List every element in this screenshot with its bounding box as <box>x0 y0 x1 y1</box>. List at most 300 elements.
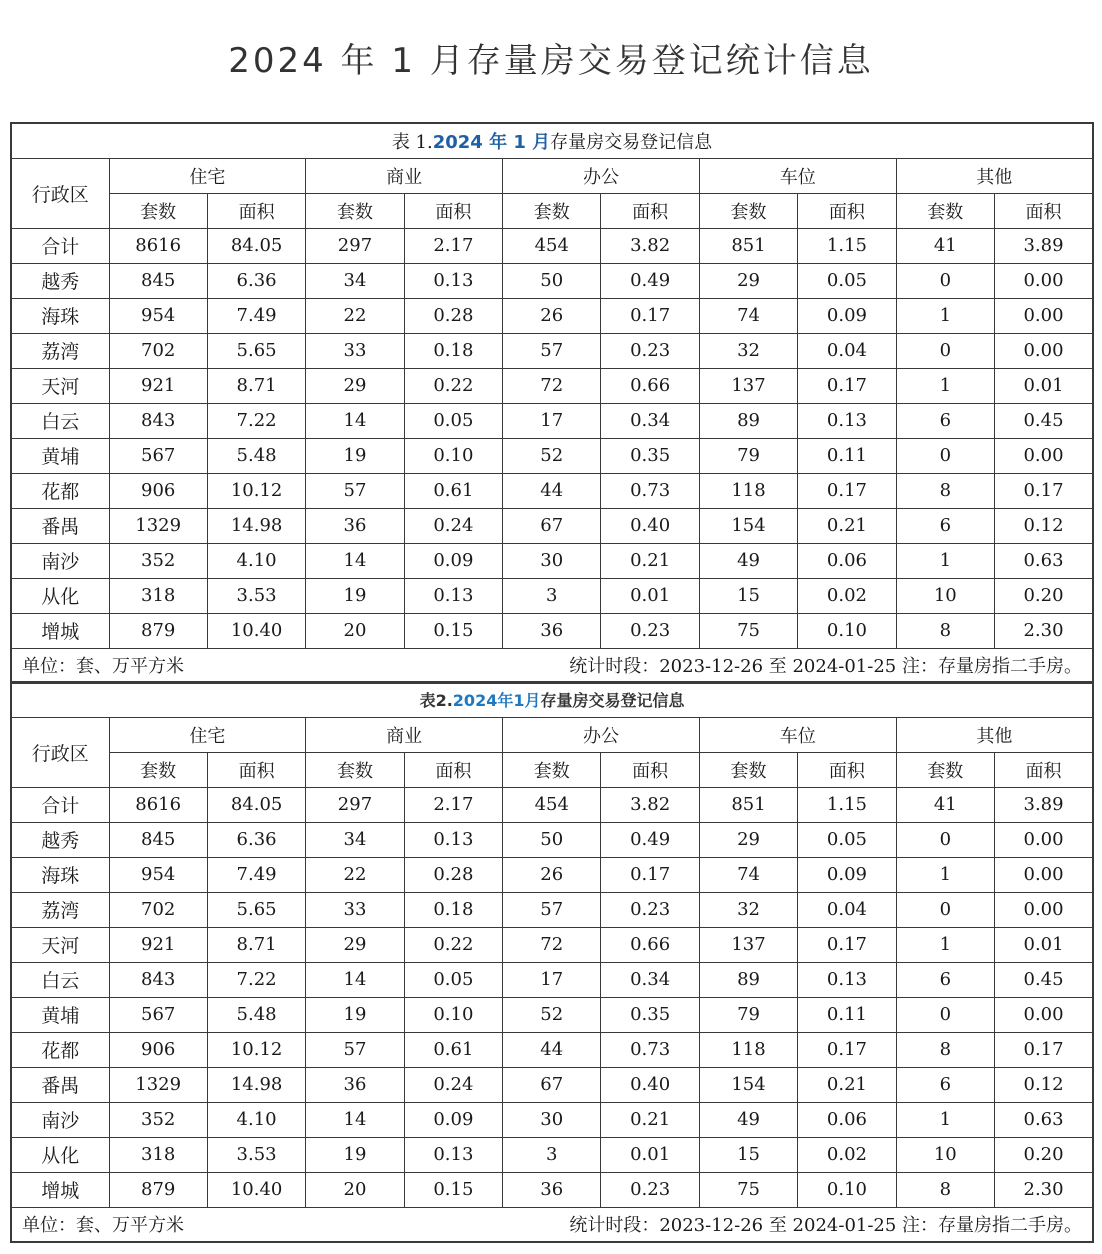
caption-prefix: 表2. <box>419 691 453 711</box>
count-cell: 8616 <box>109 787 207 822</box>
table-row <box>11 333 1093 368</box>
area-cell: 0.00 <box>995 892 1094 927</box>
count-cell: 15 <box>699 578 797 613</box>
count-cell: 14 <box>306 403 404 438</box>
area-header: 面积 <box>798 752 896 787</box>
count-cell: 72 <box>503 368 601 403</box>
count-cell: 0 <box>896 438 994 473</box>
count-cell: 57 <box>503 333 601 368</box>
area-cell: 84.05 <box>207 228 305 263</box>
area-cell: 0.21 <box>798 1067 896 1102</box>
area-cell: 5.65 <box>207 892 305 927</box>
area-header: 面积 <box>601 193 699 228</box>
area-cell: 0.17 <box>995 473 1093 508</box>
count-cell: 1 <box>896 543 994 578</box>
district-name: 天河 <box>11 368 109 403</box>
group-header: 办公 <box>503 717 700 752</box>
count-cell: 14 <box>306 1102 404 1137</box>
count-cell: 72 <box>503 927 601 962</box>
district-name: 海珠 <box>11 857 109 892</box>
area-cell: 0.17 <box>995 1032 1094 1067</box>
table-row <box>11 228 1093 263</box>
district-name: 黄埔 <box>11 997 109 1032</box>
count-cell: 318 <box>109 578 207 613</box>
table-row <box>11 822 1093 857</box>
count-cell: 19 <box>306 438 404 473</box>
district-name: 合计 <box>11 228 109 263</box>
area-cell: 0.40 <box>601 508 699 543</box>
area-cell: 2.30 <box>995 1172 1094 1207</box>
area-cell: 3.89 <box>995 787 1094 822</box>
area-cell: 3.89 <box>995 228 1093 263</box>
table-row <box>11 473 1093 508</box>
area-cell: 0.09 <box>798 857 896 892</box>
area-cell: 0.40 <box>601 1067 699 1102</box>
area-cell: 0.20 <box>995 1137 1094 1172</box>
table-row <box>11 438 1093 473</box>
area-cell: 0.35 <box>601 997 699 1032</box>
area-cell: 5.65 <box>207 333 305 368</box>
area-cell: 10.12 <box>207 1032 305 1067</box>
count-cell: 26 <box>503 857 601 892</box>
area-cell: 10.40 <box>207 613 305 648</box>
area-header: 面积 <box>601 752 699 787</box>
count-cell: 0 <box>896 333 994 368</box>
area-cell: 0.66 <box>601 368 699 403</box>
area-cell: 0.35 <box>601 438 699 473</box>
table-row <box>11 543 1093 578</box>
count-cell: 67 <box>503 1067 601 1102</box>
count-cell: 20 <box>306 1172 404 1207</box>
area-cell: 7.22 <box>207 403 305 438</box>
district-name: 从化 <box>11 1137 109 1172</box>
area-cell: 0.23 <box>601 1172 699 1207</box>
count-cell: 352 <box>109 543 207 578</box>
area-cell: 3.53 <box>207 1137 305 1172</box>
area-cell: 0.22 <box>404 368 502 403</box>
table-row <box>11 997 1093 1032</box>
area-cell: 0.09 <box>404 543 502 578</box>
area-cell: 0.34 <box>601 962 699 997</box>
count-cell: 79 <box>699 438 797 473</box>
area-cell: 0.66 <box>601 927 699 962</box>
area-cell: 0.06 <box>798 1102 896 1137</box>
count-cell: 0 <box>896 997 994 1032</box>
count-header: 套数 <box>896 752 994 787</box>
district-name: 增城 <box>11 613 109 648</box>
area-cell: 0.10 <box>404 997 502 1032</box>
area-cell: 0.49 <box>601 263 699 298</box>
area-cell: 0.23 <box>601 333 699 368</box>
count-cell: 843 <box>109 962 207 997</box>
district-name: 番禺 <box>11 508 109 543</box>
area-cell: 0.24 <box>404 1067 502 1102</box>
count-cell: 32 <box>699 892 797 927</box>
count-cell: 49 <box>699 543 797 578</box>
area-header: 面积 <box>798 193 896 228</box>
count-cell: 19 <box>306 1137 404 1172</box>
area-cell: 6.36 <box>207 822 305 857</box>
area-cell: 0.06 <box>798 543 896 578</box>
count-cell: 30 <box>503 1102 601 1137</box>
period-note: 统计时段：2023-12-26 至 2024-01-25 注：存量房指二手房。 <box>569 656 1082 678</box>
count-cell: 845 <box>109 822 207 857</box>
count-cell: 36 <box>503 613 601 648</box>
area-cell: 0.17 <box>798 473 896 508</box>
area-cell: 0.01 <box>995 927 1094 962</box>
district-name: 荔湾 <box>11 333 109 368</box>
count-cell: 851 <box>699 228 797 263</box>
count-cell: 50 <box>503 822 601 857</box>
count-cell: 22 <box>306 298 404 333</box>
area-cell: 0.17 <box>601 298 699 333</box>
area-cell: 1.15 <box>798 228 896 263</box>
count-cell: 79 <box>699 997 797 1032</box>
area-cell: 0.45 <box>995 962 1094 997</box>
district-name: 黄埔 <box>11 438 109 473</box>
area-cell: 0.10 <box>798 613 896 648</box>
area-cell: 0.00 <box>995 857 1094 892</box>
area-header: 面积 <box>404 193 502 228</box>
count-cell: 26 <box>503 298 601 333</box>
count-cell: 44 <box>503 473 601 508</box>
area-cell: 0.00 <box>995 822 1094 857</box>
count-header: 套数 <box>503 193 601 228</box>
district-name: 花都 <box>11 473 109 508</box>
count-cell: 34 <box>306 263 404 298</box>
count-cell: 0 <box>896 263 994 298</box>
count-cell: 1 <box>896 857 994 892</box>
table-row <box>11 263 1093 298</box>
district-name: 番禺 <box>11 1067 109 1102</box>
area-cell: 0.05 <box>404 962 502 997</box>
area-cell: 0.05 <box>798 263 896 298</box>
table-row <box>11 1032 1093 1067</box>
area-cell: 0.09 <box>404 1102 502 1137</box>
count-cell: 19 <box>306 578 404 613</box>
table-row <box>11 892 1093 927</box>
area-cell: 0.01 <box>601 1137 699 1172</box>
caption-prefix: 表 1. <box>391 131 433 153</box>
district-name: 白云 <box>11 962 109 997</box>
period-note: 统计时段：2023-12-26 至 2024-01-25 注：存量房指二手房。 <box>569 1215 1083 1237</box>
count-cell: 17 <box>503 962 601 997</box>
area-cell: 0.10 <box>404 438 502 473</box>
count-cell: 8 <box>896 613 994 648</box>
count-cell: 74 <box>699 857 797 892</box>
count-cell: 297 <box>306 228 404 263</box>
area-cell: 0.17 <box>798 368 896 403</box>
count-header: 套数 <box>503 752 601 787</box>
area-cell: 7.49 <box>207 298 305 333</box>
area-cell: 0.01 <box>995 368 1093 403</box>
count-cell: 137 <box>699 927 797 962</box>
count-cell: 34 <box>306 822 404 857</box>
table-row <box>11 1102 1093 1137</box>
area-cell: 0.00 <box>995 438 1093 473</box>
area-cell: 0.09 <box>798 298 896 333</box>
area-cell: 3.53 <box>207 578 305 613</box>
area-cell: 0.63 <box>995 543 1093 578</box>
area-cell: 0.00 <box>995 333 1093 368</box>
count-cell: 10 <box>896 1137 994 1172</box>
area-cell: 0.02 <box>798 578 896 613</box>
count-cell: 702 <box>109 892 207 927</box>
area-cell: 7.22 <box>207 962 305 997</box>
page-title: 2024 年 1 月存量房交易登记统计信息 <box>228 40 874 81</box>
district-name: 越秀 <box>11 263 109 298</box>
area-cell: 0.13 <box>404 822 502 857</box>
area-cell: 0.00 <box>995 263 1093 298</box>
count-cell: 118 <box>699 473 797 508</box>
count-cell: 8616 <box>109 228 207 263</box>
area-cell: 0.61 <box>404 1032 502 1067</box>
count-cell: 75 <box>699 613 797 648</box>
district-name: 南沙 <box>11 1102 109 1137</box>
table-row <box>11 857 1093 892</box>
count-cell: 318 <box>109 1137 207 1172</box>
count-cell: 57 <box>306 1032 404 1067</box>
count-cell: 879 <box>109 613 207 648</box>
table-row <box>11 298 1093 333</box>
area-cell: 0.21 <box>798 508 896 543</box>
area-cell: 0.18 <box>404 892 502 927</box>
count-cell: 906 <box>109 473 207 508</box>
area-cell: 0.73 <box>601 473 699 508</box>
area-cell: 0.11 <box>798 438 896 473</box>
area-cell: 84.05 <box>207 787 305 822</box>
table-row <box>11 1137 1093 1172</box>
area-cell: 1.15 <box>798 787 896 822</box>
table-note <box>11 1207 1093 1242</box>
area-cell: 0.00 <box>995 298 1093 333</box>
count-cell: 843 <box>109 403 207 438</box>
table-row <box>11 613 1093 648</box>
count-cell: 6 <box>896 962 994 997</box>
area-cell: 0.05 <box>404 403 502 438</box>
count-cell: 14 <box>306 543 404 578</box>
count-header: 套数 <box>109 193 207 228</box>
stats-table-1 <box>10 122 1094 684</box>
count-cell: 0 <box>896 892 994 927</box>
count-cell: 15 <box>699 1137 797 1172</box>
count-cell: 954 <box>109 857 207 892</box>
count-header: 套数 <box>306 752 404 787</box>
count-cell: 52 <box>503 438 601 473</box>
count-cell: 8 <box>896 1172 994 1207</box>
count-cell: 8 <box>896 473 994 508</box>
group-header: 住宅 <box>109 717 306 752</box>
count-cell: 33 <box>306 892 404 927</box>
count-cell: 906 <box>109 1032 207 1067</box>
count-cell: 118 <box>699 1032 797 1067</box>
area-cell: 0.28 <box>404 857 502 892</box>
area-cell: 0.17 <box>798 927 896 962</box>
table-row <box>11 368 1093 403</box>
count-cell: 352 <box>109 1102 207 1137</box>
area-cell: 0.13 <box>404 263 502 298</box>
area-cell: 0.11 <box>798 997 896 1032</box>
count-cell: 1 <box>896 927 994 962</box>
area-cell: 14.98 <box>207 1067 305 1102</box>
count-cell: 845 <box>109 263 207 298</box>
area-header: 面积 <box>207 193 305 228</box>
area-cell: 0.04 <box>798 333 896 368</box>
district-header: 行政区 <box>11 717 109 787</box>
area-cell: 0.21 <box>601 1102 699 1137</box>
count-cell: 89 <box>699 962 797 997</box>
count-cell: 67 <box>503 508 601 543</box>
district-name: 天河 <box>11 927 109 962</box>
group-header: 商业 <box>306 717 503 752</box>
area-cell: 0.04 <box>798 892 896 927</box>
count-cell: 50 <box>503 263 601 298</box>
count-cell: 10 <box>896 578 994 613</box>
count-cell: 41 <box>896 787 994 822</box>
count-cell: 851 <box>699 787 797 822</box>
count-cell: 1 <box>896 368 994 403</box>
count-cell: 454 <box>503 787 601 822</box>
district-name: 从化 <box>11 578 109 613</box>
area-cell: 4.10 <box>207 543 305 578</box>
count-cell: 1 <box>896 298 994 333</box>
count-cell: 41 <box>896 228 994 263</box>
count-cell: 921 <box>109 927 207 962</box>
district-name: 南沙 <box>11 543 109 578</box>
area-cell: 0.12 <box>995 508 1093 543</box>
area-cell: 0.49 <box>601 822 699 857</box>
area-header: 面积 <box>404 752 502 787</box>
area-header: 面积 <box>207 752 305 787</box>
count-header: 套数 <box>109 752 207 787</box>
count-cell: 74 <box>699 298 797 333</box>
group-header: 其他 <box>896 717 1093 752</box>
area-cell: 10.12 <box>207 473 305 508</box>
table-row <box>11 1067 1093 1102</box>
count-cell: 36 <box>306 1067 404 1102</box>
group-header: 商业 <box>306 158 503 193</box>
count-cell: 44 <box>503 1032 601 1067</box>
table-row <box>11 927 1093 962</box>
area-cell: 0.13 <box>404 578 502 613</box>
table-row <box>11 403 1093 438</box>
area-cell: 3.82 <box>601 228 699 263</box>
area-cell: 2.30 <box>995 613 1093 648</box>
count-cell: 6 <box>896 508 994 543</box>
table-row <box>11 1172 1093 1207</box>
area-header: 面积 <box>995 193 1093 228</box>
count-cell: 22 <box>306 857 404 892</box>
unit-note: 单位：套、万平方米 <box>22 1215 184 1237</box>
group-header: 住宅 <box>109 158 306 193</box>
table-caption <box>11 682 1093 717</box>
area-cell: 3.82 <box>601 787 699 822</box>
area-cell: 0.63 <box>995 1102 1094 1137</box>
unit-note: 单位：套、万平方米 <box>22 656 184 678</box>
count-cell: 32 <box>699 333 797 368</box>
area-cell: 0.12 <box>995 1067 1094 1102</box>
area-cell: 0.34 <box>601 403 699 438</box>
district-name: 增城 <box>11 1172 109 1207</box>
area-cell: 5.48 <box>207 997 305 1032</box>
count-cell: 137 <box>699 368 797 403</box>
area-cell: 0.61 <box>404 473 502 508</box>
count-cell: 29 <box>699 822 797 857</box>
count-cell: 3 <box>503 578 601 613</box>
count-header: 套数 <box>699 193 797 228</box>
area-cell: 0.22 <box>404 927 502 962</box>
count-cell: 567 <box>109 997 207 1032</box>
caption-suffix: 存量房交易登记信息 <box>540 691 685 711</box>
table-note <box>11 648 1093 683</box>
district-name: 海珠 <box>11 298 109 333</box>
district-name: 花都 <box>11 1032 109 1067</box>
area-header: 面积 <box>995 752 1094 787</box>
area-cell: 0.23 <box>601 613 699 648</box>
area-cell: 7.49 <box>207 857 305 892</box>
table-row <box>11 508 1093 543</box>
count-cell: 0 <box>896 822 994 857</box>
area-cell: 2.17 <box>404 787 502 822</box>
district-name: 荔湾 <box>11 892 109 927</box>
table-row <box>11 787 1093 822</box>
area-cell: 8.71 <box>207 368 305 403</box>
area-cell: 0.00 <box>995 997 1094 1032</box>
count-cell: 954 <box>109 298 207 333</box>
area-cell: 0.13 <box>798 403 896 438</box>
count-cell: 14 <box>306 962 404 997</box>
group-header: 办公 <box>503 158 700 193</box>
caption-suffix: 存量房交易登记信息 <box>550 131 713 153</box>
count-cell: 1 <box>896 1102 994 1137</box>
count-cell: 1329 <box>109 508 207 543</box>
count-cell: 30 <box>503 543 601 578</box>
count-cell: 29 <box>306 368 404 403</box>
area-cell: 8.71 <box>207 927 305 962</box>
district-name: 越秀 <box>11 822 109 857</box>
table-caption <box>11 123 1093 158</box>
area-cell: 0.15 <box>404 1172 502 1207</box>
group-header: 车位 <box>699 158 896 193</box>
area-cell: 6.36 <box>207 263 305 298</box>
area-cell: 5.48 <box>207 438 305 473</box>
group-header: 其他 <box>896 158 1093 193</box>
count-cell: 1329 <box>109 1067 207 1102</box>
area-cell: 0.02 <box>798 1137 896 1172</box>
count-header: 套数 <box>306 193 404 228</box>
stats-table-2 <box>10 681 1094 1243</box>
count-cell: 49 <box>699 1102 797 1137</box>
area-cell: 0.24 <box>404 508 502 543</box>
district-header: 行政区 <box>11 158 109 228</box>
caption-highlight: 2024年1月 <box>452 691 541 711</box>
count-cell: 57 <box>306 473 404 508</box>
area-cell: 2.17 <box>404 228 502 263</box>
count-cell: 20 <box>306 613 404 648</box>
count-cell: 17 <box>503 403 601 438</box>
count-cell: 154 <box>699 1067 797 1102</box>
count-cell: 29 <box>306 927 404 962</box>
area-cell: 0.21 <box>601 543 699 578</box>
count-cell: 29 <box>699 263 797 298</box>
count-cell: 75 <box>699 1172 797 1207</box>
count-cell: 36 <box>503 1172 601 1207</box>
area-cell: 4.10 <box>207 1102 305 1137</box>
count-cell: 921 <box>109 368 207 403</box>
area-cell: 0.17 <box>601 857 699 892</box>
count-cell: 36 <box>306 508 404 543</box>
count-cell: 52 <box>503 997 601 1032</box>
